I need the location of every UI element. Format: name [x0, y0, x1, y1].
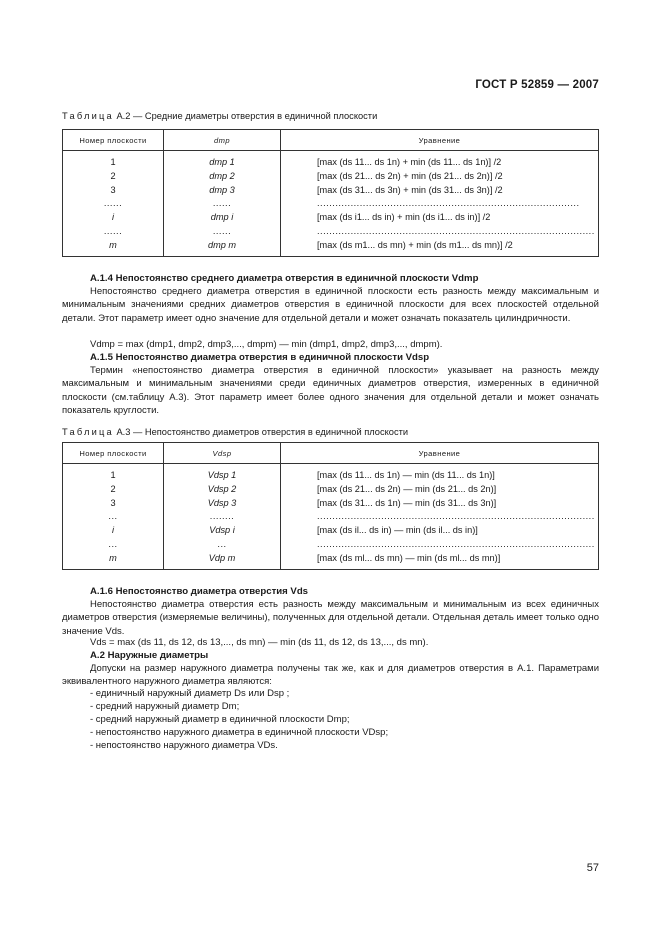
table-a2 — [62, 129, 599, 257]
table-cell: ... — [164, 538, 281, 552]
section-a16-heading: А.1.6 Непостоянство диаметра отверстия Vds — [90, 586, 309, 597]
table-cell: [max (ds ml... ds mn) — min (ds ml... ds mn)] — [281, 552, 599, 569]
table-cell: Vdsp 1 — [164, 464, 281, 483]
table-cell: ... — [63, 538, 164, 552]
table-row — [63, 151, 599, 170]
table-cell: [max (ds 21... ds 2n) — min (ds 21... ds 2n)] — [281, 483, 599, 497]
list-item: - единичный наружный диаметр Ds или Dsp ; — [90, 688, 290, 699]
table-cell: [max (ds il... ds in) — min (ds il... ds in)] — [281, 524, 599, 538]
table-cell: i — [63, 524, 164, 538]
table-cell: m — [63, 239, 164, 256]
table-cell: 3 — [63, 184, 164, 198]
table-a2-caption-text: А.2 — Средние диаметры отверстия в единичной плоскости — [116, 111, 378, 121]
table-a3-col-plane: Номер плоскости — [63, 443, 164, 464]
table-row — [63, 197, 599, 211]
section-a15-paragraph: Термин «непостоянство диаметра отверстия в единичной плоскости» указывает на разность между максимальным и минимальным значениями среди единичных диаметров отверстия, измеренных в единичной плоскости (см.таблицу А.3). Этот параметр имеет более одного значения для отдельной детали и может означать показатель круглости. — [62, 365, 599, 417]
table-cell: m — [63, 552, 164, 569]
section-a2-paragraph: Допуски на размер наружного диаметра получены так же, как и для диаметров отверстия в А.1. Параметрами эквивалентного наружного диаметра являются: — [62, 663, 599, 688]
table-a2-col-dmp: dmp — [164, 130, 281, 151]
standard-header: ГОСТ Р 52859 — 2007 — [475, 79, 599, 91]
list-item: - непостоянство наружного диаметра VDs. — [90, 740, 278, 751]
list-item: - средний наружный диаметр Dm; — [90, 701, 240, 712]
table-cell: dmp i — [164, 211, 281, 225]
table-cell: 2 — [63, 170, 164, 184]
table-row — [63, 524, 599, 538]
section-a14-paragraph: Непостоянство среднего диаметра отверстия в единичной плоскости есть разность между максимальным и минимальным значениями средних диаметров отверстия в единичной плоскости для всех плоскостей отдельной детали. Этот параметр имеет одно значение для отдельной детали и может означать показатель цилиндричности. — [62, 286, 599, 324]
table-a3-col-equation: Уравнение — [281, 443, 599, 464]
table-row — [63, 510, 599, 524]
table-cell: ........................................................................................... — [281, 538, 599, 552]
table-cell: [max (ds 11... ds 1n) + min (ds 11... ds 1n)] /2 — [281, 151, 599, 170]
table-a3-caption — [62, 427, 408, 437]
table-a2-col-equation: Уравнение — [281, 130, 599, 151]
table-row — [63, 552, 599, 569]
table-cell: [max (ds 11... ds 1n) — min (ds 11... ds 1n)] — [281, 464, 599, 483]
table-cell: [max (ds 21... ds 2n) + min (ds 21... ds 2n)] /2 — [281, 170, 599, 184]
table-row — [63, 211, 599, 225]
section-a14-heading: А.1.4 Непостоянство среднего диаметра отверстия в единичной плоскости Vdmp — [90, 273, 479, 284]
table-row — [63, 483, 599, 497]
table-cell: ... — [63, 510, 164, 524]
table-cell: [max (ds 31... ds 1n) — min (ds 31... ds 3n)] — [281, 497, 599, 511]
table-cell: Vdsp 2 — [164, 483, 281, 497]
table-row — [63, 225, 599, 239]
table-a3-caption-prefix: Таблица — [62, 427, 114, 437]
table-cell: dmp 1 — [164, 151, 281, 170]
section-a16-paragraph: Непостоянство диаметра отверстия есть разность между максимальным и минимальным из всех единичных диаметров отверстия (измеряемые величины), полученных для отдельной детали. Отдельная деталь имеет только одно значение Vds. — [62, 599, 599, 637]
table-cell: ...... — [63, 225, 164, 239]
section-a15-heading: А.1.5 Непостоянство диаметра отверстия в единичной плоскости Vdsp — [90, 352, 430, 363]
table-cell: [max (ds m1... ds mn) + min (ds m1... ds mn)] /2 — [281, 239, 599, 256]
list-item: - средний наружный диаметр в единичной плоскости Dmp; — [90, 714, 350, 725]
table-cell: ...... — [164, 197, 281, 211]
table-cell: dmp 2 — [164, 170, 281, 184]
table-cell: dmp m — [164, 239, 281, 256]
table-a3-col-vdsp: Vdsp — [164, 443, 281, 464]
table-row — [63, 184, 599, 198]
table-row — [63, 538, 599, 552]
table-cell: ........ — [164, 510, 281, 524]
table-cell: ...................................................................................... — [281, 197, 599, 211]
table-row — [63, 239, 599, 256]
table-row — [63, 497, 599, 511]
page-number: 57 — [586, 862, 599, 874]
table-cell: Vdsp 3 — [164, 497, 281, 511]
table-cell: 3 — [63, 497, 164, 511]
section-a16-formula: Vds = max (ds 11, ds 12, ds 13,..., ds mn) — min (ds 11, ds 12, ds 13,..., ds mn). — [90, 637, 429, 648]
table-cell: Vdp m — [164, 552, 281, 569]
table-cell: ...... — [63, 197, 164, 211]
table-a2-caption-prefix: Таблица — [62, 111, 114, 121]
table-row — [63, 170, 599, 184]
table-row — [63, 464, 599, 483]
table-cell: 1 — [63, 464, 164, 483]
table-cell: ...... — [164, 225, 281, 239]
table-cell: i — [63, 211, 164, 225]
section-a2-heading: А.2 Наружные диаметры — [90, 650, 209, 661]
table-cell: [max (ds 31... ds 3n) + min (ds 31... ds 3n)] /2 — [281, 184, 599, 198]
table-a3 — [62, 442, 599, 570]
table-a2-col-plane: Номер плоскости — [63, 130, 164, 151]
table-cell: 1 — [63, 151, 164, 170]
table-a2-caption — [62, 111, 377, 121]
list-item: - непостоянство наружного диаметра в единичной плоскости VDsp; — [90, 727, 389, 738]
table-a3-caption-text: А.3 — Непостоянство диаметров отверстия в единичной плоскости — [116, 427, 409, 437]
table-cell: ........................................................................................... — [281, 225, 599, 239]
section-a14-formula: Vdmp = max (dmp1, dmp2, dmp3,..., dmpm) — min (dmp1, dmp2, dmp3,..., dmpm). — [90, 339, 443, 350]
table-cell: 2 — [63, 483, 164, 497]
table-cell: [max (ds i1... ds in) + min (ds i1... ds in)] /2 — [281, 211, 599, 225]
table-cell: ........................................................................................... — [281, 510, 599, 524]
table-cell: Vdsp i — [164, 524, 281, 538]
table-cell: dmp 3 — [164, 184, 281, 198]
